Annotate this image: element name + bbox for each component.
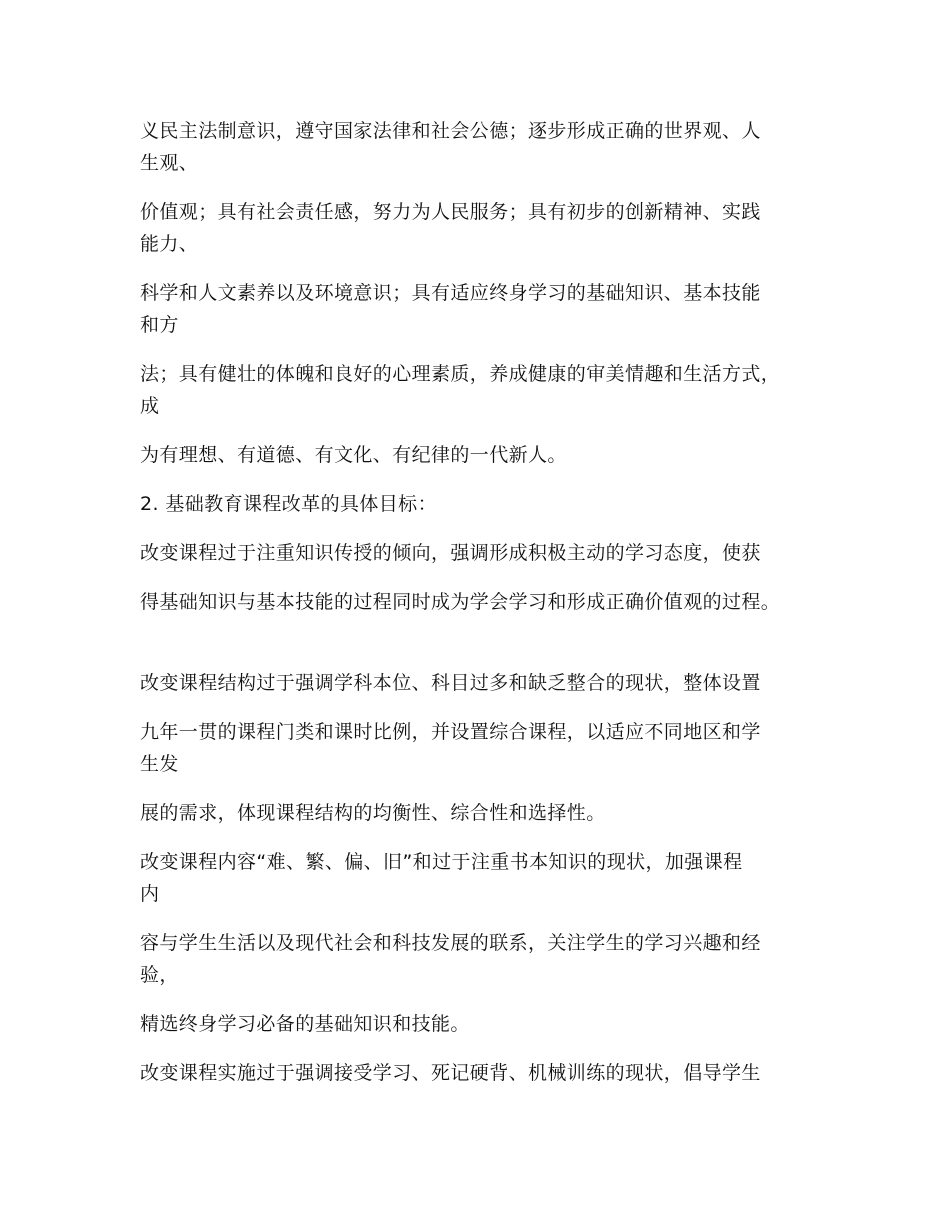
- text-line: 精选终身学习必备的基础知识和技能。: [140, 1013, 470, 1035]
- text-line: 生观、: [140, 152, 199, 174]
- text-line: 为有理想、有道德、有文化、有纪律的一代新人。: [140, 444, 567, 466]
- text-line: 义民主法制意识，遵守国家法律和社会公德；逐步形成正确的世界观、人: [140, 120, 761, 142]
- text-line: 科学和人文素养以及环境意识；具有适应终身学习的基础知识、基本技能: [140, 282, 761, 304]
- text-line: 生发: [140, 753, 179, 775]
- section-heading: 2. 基础教育课程改革的具体目标：: [140, 493, 437, 515]
- text-line: 和方: [140, 314, 179, 336]
- text-line: 得基础知识与基本技能的过程同时成为学会学习和形成正确价值观的过程。: [140, 591, 781, 613]
- text-line: 价值观；具有社会责任感，努力为人民服务；具有初步的创新精神、实践: [140, 201, 761, 223]
- text-line: 内: [140, 883, 160, 905]
- text-line: 改变课程结构过于强调学科本位、科目过多和缺乏整合的现状，整体设置: [140, 672, 761, 694]
- text-line: 成: [140, 395, 160, 417]
- text-line: 展的需求，体现课程结构的均衡性、综合性和选择性。: [140, 802, 606, 824]
- text-line: 改变课程内容“难、繁、偏、旧”和过于注重书本知识的现状，加强课程: [140, 851, 743, 873]
- text-line: 法；具有健壮的体魄和良好的心理素质，养成健康的审美情趣和生活方式，: [140, 363, 781, 385]
- text-line: 改变课程实施过于强调接受学习、死记硬背、机械训练的现状，倡导学生: [140, 1062, 761, 1084]
- text-line: 能力、: [140, 233, 199, 255]
- text-line: 容与学生生活以及现代社会和科技发展的联系，关注学生的学习兴趣和经: [140, 932, 761, 954]
- text-line: 改变课程过于注重知识传授的倾向，强调形成积极主动的学习态度，使获: [140, 542, 761, 564]
- text-line: 验，: [140, 964, 179, 986]
- text-line: 九年一贯的课程门类和课时比例，并设置综合课程，以适应不同地区和学: [140, 721, 761, 743]
